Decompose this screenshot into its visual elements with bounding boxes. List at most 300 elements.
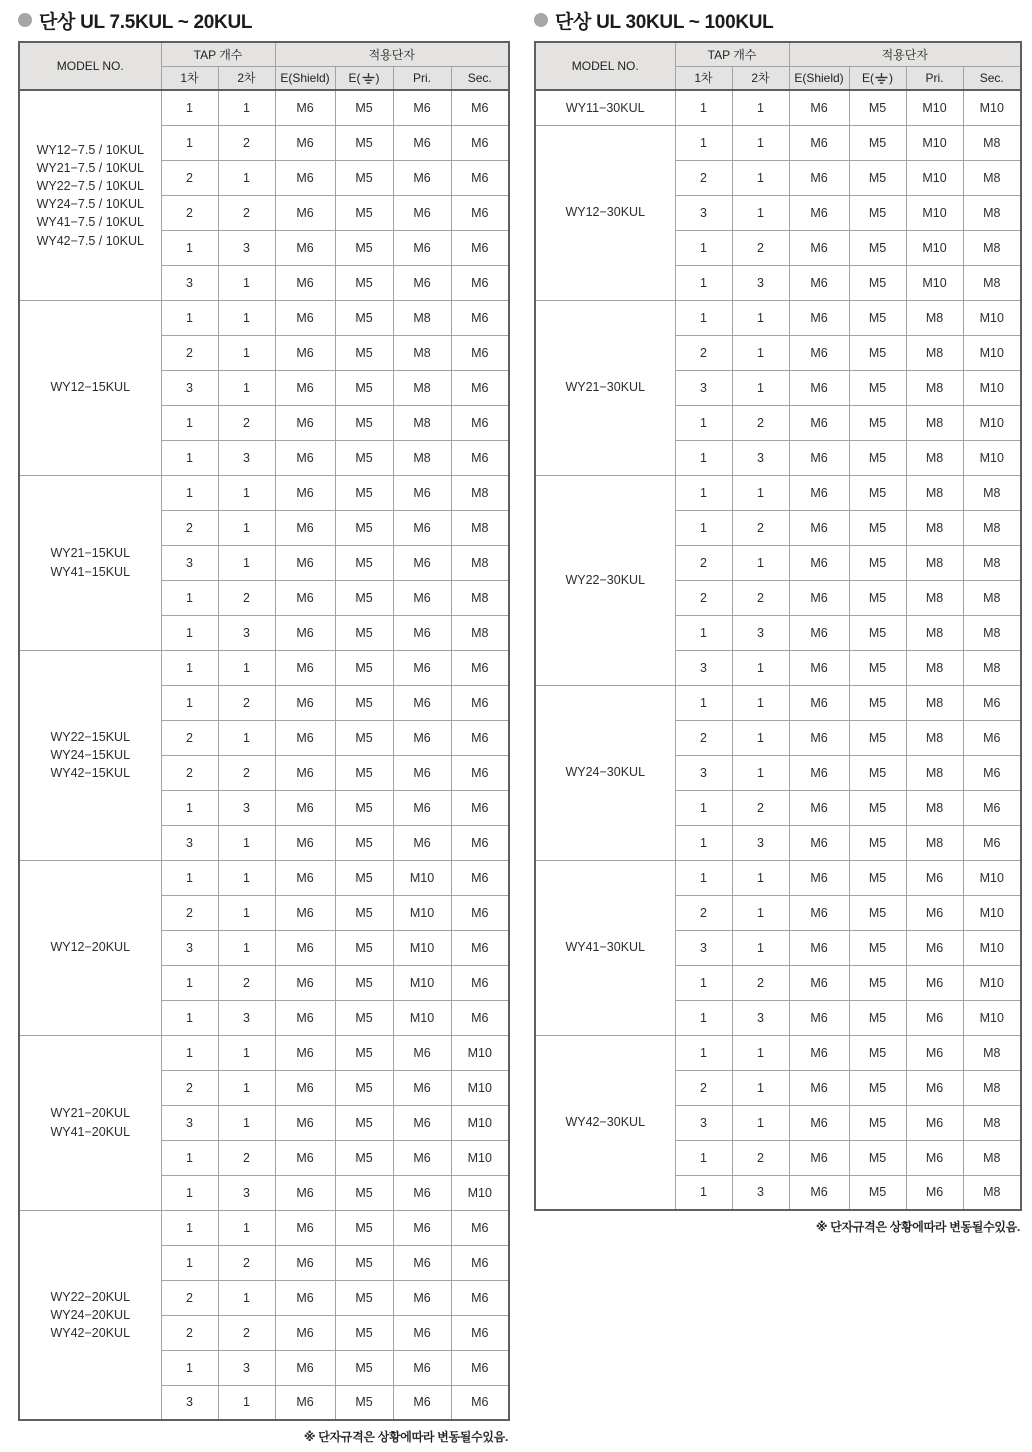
spec-cell: M5	[849, 335, 906, 370]
spec-cell: M5	[335, 230, 393, 265]
spec-cell: 2	[675, 335, 732, 370]
spec-cell: 1	[675, 825, 732, 860]
column-group-tap: TAP 개수	[675, 42, 789, 66]
spec-cell: M6	[789, 720, 849, 755]
model-name: WY21−7.5 / 10KUL	[36, 161, 144, 175]
spec-cell: M6	[451, 685, 509, 720]
spec-cell: M6	[275, 230, 335, 265]
spec-cell: M5	[849, 1000, 906, 1035]
spec-cell: M6	[275, 125, 335, 160]
spec-cell: M6	[275, 300, 335, 335]
spec-cell: 3	[675, 650, 732, 685]
spec-cell: M5	[335, 1315, 393, 1350]
spec-cell: 1	[161, 1350, 218, 1385]
spec-cell: M5	[849, 440, 906, 475]
spec-cell: M6	[789, 895, 849, 930]
spec-cell: 1	[675, 1000, 732, 1035]
spec-cell: 1	[218, 860, 275, 895]
column-group-terminal: 적용단자	[789, 42, 1021, 66]
spec-cell: M5	[335, 475, 393, 510]
model-name: WY41−7.5 / 10KUL	[36, 215, 144, 230]
spec-cell: M6	[963, 685, 1021, 720]
spec-cell: M6	[275, 1175, 335, 1210]
spec-cell: 3	[732, 615, 789, 650]
spec-cell: M5	[335, 440, 393, 475]
table-row	[19, 650, 509, 685]
spec-cell: 1	[218, 720, 275, 755]
model-name: WY42−15KUL	[50, 766, 131, 781]
column-header-tap2: 2차	[218, 66, 275, 90]
spec-cell: M6	[393, 195, 451, 230]
spec-cell: 3	[218, 1000, 275, 1035]
column-header-tap1: 1차	[675, 66, 732, 90]
column-header-earth	[335, 66, 393, 90]
spec-cell: M6	[789, 195, 849, 230]
spec-cell: M6	[451, 405, 509, 440]
spec-cell: M6	[906, 1105, 963, 1140]
column-header-tap2: 2차	[732, 66, 789, 90]
spec-cell: M5	[335, 335, 393, 370]
spec-cell: 1	[218, 90, 275, 125]
model-name: WY41−20KUL	[50, 1124, 131, 1139]
spec-cell: 1	[732, 475, 789, 510]
spec-cell: M5	[849, 720, 906, 755]
spec-cell: M6	[789, 335, 849, 370]
spec-cell: 3	[732, 1175, 789, 1210]
spec-cell: M6	[789, 755, 849, 790]
spec-cell: M5	[849, 825, 906, 860]
spec-cell: M6	[275, 650, 335, 685]
spec-cell: M6	[275, 510, 335, 545]
model-name: WY22−7.5 / 10KUL	[36, 179, 144, 194]
model-name: WY11−30KUL	[565, 100, 645, 115]
model-name: WY12−30KUL	[565, 205, 646, 220]
spec-cell: 3	[161, 930, 218, 965]
spec-cell: M6	[789, 510, 849, 545]
spec-cell: M6	[393, 1210, 451, 1245]
spec-cell: 2	[218, 580, 275, 615]
spec-cell: M5	[335, 510, 393, 545]
spec-cell: M6	[275, 1350, 335, 1385]
spec-cell: M5	[849, 195, 906, 230]
spec-cell: M5	[335, 930, 393, 965]
spec-cell: 2	[161, 195, 218, 230]
bullet-icon	[18, 13, 32, 27]
spec-cell: M6	[393, 755, 451, 790]
spec-cell: M10	[393, 895, 451, 930]
spec-cell: M6	[789, 790, 849, 825]
spec-cell: 2	[732, 230, 789, 265]
spec-cell: M5	[335, 160, 393, 195]
model-name: WY42−20KUL	[50, 1325, 131, 1340]
spec-cell: M10	[963, 860, 1021, 895]
spec-cell: M10	[451, 1175, 509, 1210]
model-name: WY24−30KUL	[565, 765, 646, 780]
spec-cell: M10	[451, 1070, 509, 1105]
spec-cell: 2	[161, 720, 218, 755]
spec-cell: 1	[675, 1035, 732, 1070]
spec-cell: M6	[393, 125, 451, 160]
spec-cell: 1	[732, 335, 789, 370]
model-name: WY42−30KUL	[565, 1115, 646, 1130]
spec-cell: M5	[849, 1070, 906, 1105]
spec-cell: M6	[451, 825, 509, 860]
model-cell	[535, 685, 675, 860]
spec-cell: M6	[451, 1280, 509, 1315]
spec-cell: M10	[963, 335, 1021, 370]
spec-cell: 1	[732, 650, 789, 685]
spec-cell: 1	[218, 1070, 275, 1105]
section-title-row	[534, 8, 1020, 32]
spec-cell: M6	[275, 1315, 335, 1350]
spec-cell: 3	[732, 440, 789, 475]
spec-cell: 1	[218, 1035, 275, 1070]
spec-cell: M8	[451, 510, 509, 545]
spec-cell: M6	[789, 685, 849, 720]
spec-cell: M10	[906, 230, 963, 265]
model-name: WY42−7.5 / 10KUL	[36, 233, 144, 248]
spec-cell: M6	[275, 265, 335, 300]
model-name: WY12−15KUL	[50, 380, 131, 395]
spec-cell: M8	[451, 475, 509, 510]
spec-cell: M5	[849, 160, 906, 195]
spec-cell: M6	[393, 1070, 451, 1105]
spec-cell: M10	[963, 405, 1021, 440]
spec-cell: 3	[218, 790, 275, 825]
spec-cell: M6	[963, 755, 1021, 790]
spec-cell: M6	[906, 1140, 963, 1175]
spec-cell: 1	[218, 265, 275, 300]
spec-cell: 1	[218, 1385, 275, 1420]
spec-cell: M5	[849, 1140, 906, 1175]
model-cell	[535, 90, 675, 125]
spec-cell: M10	[906, 125, 963, 160]
section-title: 단상 UL 30KUL ~ 100KUL	[555, 11, 774, 33]
spec-cell: M6	[451, 1000, 509, 1035]
spec-cell: M6	[275, 370, 335, 405]
table-row	[535, 685, 1021, 720]
table-row	[535, 300, 1021, 335]
spec-cell: M8	[963, 265, 1021, 300]
spec-cell: M5	[849, 475, 906, 510]
spec-cell: M5	[335, 1175, 393, 1210]
model-cell	[19, 1035, 161, 1210]
bullet-icon	[534, 13, 548, 27]
spec-cell: M8	[906, 790, 963, 825]
spec-cell: M8	[906, 405, 963, 440]
spec-cell: M6	[275, 1280, 335, 1315]
table-row	[19, 300, 509, 335]
spec-cell: M6	[451, 265, 509, 300]
spec-cell: M6	[451, 790, 509, 825]
spec-cell: 2	[218, 755, 275, 790]
spec-cell: M5	[849, 230, 906, 265]
spec-cell: M6	[393, 90, 451, 125]
spec-cell: 1	[218, 370, 275, 405]
spec-cell: M8	[963, 545, 1021, 580]
spec-cell: M8	[963, 1035, 1021, 1070]
model-name: WY21−20KUL	[50, 1106, 131, 1121]
spec-cell: M6	[906, 895, 963, 930]
spec-cell: 1	[218, 1210, 275, 1245]
spec-cell: M6	[275, 475, 335, 510]
spec-cell: M5	[335, 1385, 393, 1420]
spec-cell: M8	[906, 545, 963, 580]
spec-cell: M6	[906, 1175, 963, 1210]
spec-cell: 2	[732, 1140, 789, 1175]
spec-cell: M8	[393, 370, 451, 405]
section-7-5-to-20kul	[18, 8, 508, 1445]
spec-cell: M5	[849, 895, 906, 930]
spec-cell: M5	[849, 755, 906, 790]
spec-cell: M8	[963, 1140, 1021, 1175]
spec-cell: M5	[335, 580, 393, 615]
spec-cell: M6	[275, 755, 335, 790]
spec-cell: M6	[451, 1210, 509, 1245]
spec-cell: M5	[335, 1350, 393, 1385]
spec-cell: 1	[218, 300, 275, 335]
spec-cell: M6	[275, 1245, 335, 1280]
spec-cell: M6	[789, 265, 849, 300]
spec-cell: 3	[161, 1105, 218, 1140]
spec-cell: 1	[218, 160, 275, 195]
spec-cell: M8	[906, 475, 963, 510]
spec-cell: M5	[849, 685, 906, 720]
spec-cell: M6	[275, 1140, 335, 1175]
spec-cell: 2	[675, 160, 732, 195]
spec-cell: 2	[732, 405, 789, 440]
spec-cell: M8	[963, 230, 1021, 265]
spec-cell: M6	[789, 90, 849, 125]
spec-cell: 1	[675, 685, 732, 720]
spec-cell: 1	[732, 90, 789, 125]
spec-cell: M6	[789, 1105, 849, 1140]
spec-cell: M8	[393, 335, 451, 370]
spec-cell: M8	[963, 615, 1021, 650]
spec-cell: M6	[789, 650, 849, 685]
spec-cell: 1	[161, 90, 218, 125]
spec-cell: 1	[218, 825, 275, 860]
model-cell	[19, 475, 161, 650]
spec-cell: M6	[451, 965, 509, 1000]
spec-cell: 1	[218, 650, 275, 685]
spec-cell: M6	[393, 825, 451, 860]
spec-cell: M8	[393, 405, 451, 440]
model-cell	[19, 300, 161, 475]
spec-cell: M10	[963, 90, 1021, 125]
spec-cell: 1	[218, 545, 275, 580]
spec-cell: 3	[218, 230, 275, 265]
spec-cell: M6	[275, 860, 335, 895]
spec-cell: 2	[218, 1140, 275, 1175]
model-cell	[19, 1210, 161, 1420]
spec-cell: M8	[963, 580, 1021, 615]
spec-cell: M6	[451, 895, 509, 930]
spec-cell: 2	[732, 510, 789, 545]
spec-cell: 3	[675, 195, 732, 230]
spec-cell: M5	[335, 125, 393, 160]
spec-cell: M8	[906, 335, 963, 370]
spec-cell: 3	[218, 440, 275, 475]
spec-cell: 2	[218, 405, 275, 440]
spec-cell: 2	[675, 1070, 732, 1105]
spec-cell: M6	[789, 1035, 849, 1070]
spec-cell: M5	[335, 300, 393, 335]
spec-cell: 2	[161, 755, 218, 790]
spec-cell: M8	[451, 545, 509, 580]
spec-cell: 3	[675, 1105, 732, 1140]
spec-cell: M10	[963, 440, 1021, 475]
spec-cell: 1	[218, 1105, 275, 1140]
spec-cell: M6	[789, 475, 849, 510]
model-name: WY22−30KUL	[565, 572, 646, 587]
spec-cell: M6	[393, 1035, 451, 1070]
column-group-tap: TAP 개수	[161, 42, 275, 66]
spec-cell: M5	[335, 615, 393, 650]
spec-cell: M5	[335, 1000, 393, 1035]
spec-cell: 1	[675, 510, 732, 545]
spec-cell: M8	[963, 650, 1021, 685]
model-name: WY22−20KUL	[50, 1289, 131, 1304]
spec-cell: 1	[161, 1210, 218, 1245]
column-header-pri: Pri.	[393, 66, 451, 90]
spec-cell: 3	[675, 755, 732, 790]
spec-cell: M5	[335, 895, 393, 930]
earth-label-prefix: E(	[862, 70, 874, 85]
spec-cell: M6	[393, 475, 451, 510]
spec-cell: M5	[849, 790, 906, 825]
spec-cell: 1	[675, 1175, 732, 1210]
spec-cell: M8	[963, 125, 1021, 160]
earth-label-prefix: E(	[348, 70, 361, 85]
spec-cell: M5	[335, 1105, 393, 1140]
spec-cell: M6	[393, 685, 451, 720]
spec-cell: M6	[393, 545, 451, 580]
table-body	[535, 90, 1021, 1210]
spec-cell: 3	[161, 1385, 218, 1420]
spec-cell: 1	[675, 965, 732, 1000]
model-cell	[535, 860, 675, 1035]
spec-cell: M6	[789, 615, 849, 650]
spec-cell: M8	[906, 685, 963, 720]
spec-cell: M5	[849, 1105, 906, 1140]
spec-cell: M6	[393, 1385, 451, 1420]
spec-cell: 1	[732, 125, 789, 160]
spec-cell: M8	[906, 615, 963, 650]
spec-cell: M6	[906, 965, 963, 1000]
spec-cell: 3	[732, 825, 789, 860]
spec-cell: 2	[161, 1070, 218, 1105]
column-header-earth	[849, 66, 906, 90]
spec-cell: M5	[335, 685, 393, 720]
spec-cell: M6	[275, 1385, 335, 1420]
spec-cell: M5	[335, 195, 393, 230]
spec-cell: 1	[161, 1140, 218, 1175]
model-cell	[535, 300, 675, 475]
spec-cell: M10	[906, 195, 963, 230]
spec-cell: M6	[275, 790, 335, 825]
spec-cell: M6	[393, 1175, 451, 1210]
table-row	[19, 475, 509, 510]
spec-cell: M6	[789, 580, 849, 615]
spec-cell: 1	[675, 125, 732, 160]
spec-cell: 1	[161, 860, 218, 895]
model-name: WY41−30KUL	[565, 940, 646, 955]
spec-cell: 2	[675, 720, 732, 755]
earth-label-suffix: )	[375, 70, 380, 85]
spec-cell: M5	[335, 650, 393, 685]
spec-cell: M10	[451, 1035, 509, 1070]
spec-cell: M6	[275, 685, 335, 720]
spec-cell: 1	[161, 1035, 218, 1070]
spec-cell: 1	[161, 230, 218, 265]
model-cell	[535, 475, 675, 685]
table-row	[535, 1035, 1021, 1070]
spec-cell: 1	[732, 755, 789, 790]
spec-cell: 2	[161, 160, 218, 195]
spec-cell: M6	[275, 1070, 335, 1105]
spec-cell: 2	[218, 125, 275, 160]
table-row	[19, 1035, 509, 1070]
spec-cell: M8	[963, 475, 1021, 510]
spec-cell: M5	[849, 405, 906, 440]
spec-cell: 2	[675, 895, 732, 930]
spec-cell: M8	[451, 615, 509, 650]
spec-cell: 2	[732, 580, 789, 615]
spec-cell: M5	[849, 125, 906, 160]
spec-cell: M5	[849, 90, 906, 125]
spec-cell: M6	[963, 790, 1021, 825]
spec-cell: M6	[789, 1000, 849, 1035]
spec-cell: M5	[335, 265, 393, 300]
spec-cell: 1	[732, 1070, 789, 1105]
spec-cell: M6	[906, 1035, 963, 1070]
spec-table	[18, 41, 510, 1421]
spec-cell: 2	[732, 790, 789, 825]
spec-cell: M6	[789, 440, 849, 475]
spec-cell: 3	[161, 545, 218, 580]
spec-cell: 1	[732, 895, 789, 930]
spec-cell: M10	[393, 965, 451, 1000]
spec-cell: 1	[675, 860, 732, 895]
spec-cell: M5	[849, 370, 906, 405]
spec-cell: M5	[335, 370, 393, 405]
spec-cell: M6	[275, 440, 335, 475]
spec-cell: 1	[218, 930, 275, 965]
spec-cell: 1	[161, 405, 218, 440]
model-name: WY21−30KUL	[565, 380, 646, 395]
spec-cell: M5	[335, 965, 393, 1000]
spec-cell: M6	[393, 1315, 451, 1350]
spec-cell: M5	[849, 860, 906, 895]
table-row	[535, 475, 1021, 510]
model-name: WY24−20KUL	[50, 1307, 131, 1322]
spec-cell: 2	[218, 1245, 275, 1280]
spec-cell: M6	[789, 965, 849, 1000]
spec-cell: M8	[963, 1070, 1021, 1105]
spec-cell: M10	[963, 300, 1021, 335]
spec-cell: M8	[906, 440, 963, 475]
spec-cell: M6	[451, 1245, 509, 1280]
spec-cell: M5	[849, 265, 906, 300]
spec-cell: 1	[732, 370, 789, 405]
spec-cell: 1	[675, 90, 732, 125]
spec-cell: 1	[732, 300, 789, 335]
spec-cell: M10	[906, 90, 963, 125]
spec-cell: M5	[849, 545, 906, 580]
model-name: WY24−7.5 / 10KUL	[36, 197, 144, 212]
spec-cell: 1	[675, 440, 732, 475]
